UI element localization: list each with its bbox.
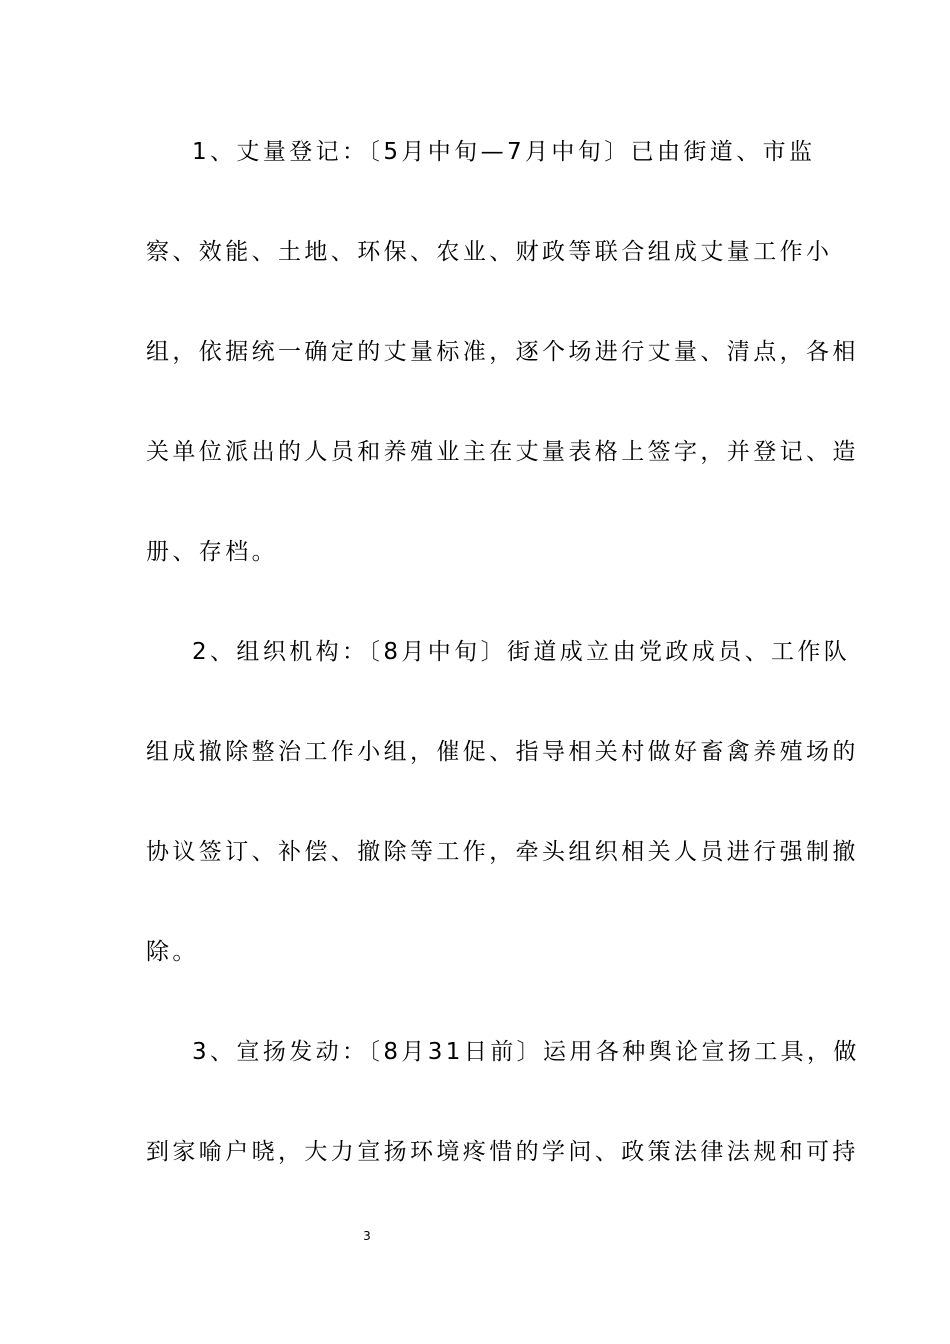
paragraph-2-line-4: 除。 xyxy=(146,939,199,965)
paragraph-3-line-2: 到家喻户晓，大力宣扬环境疼惜的学问、政策法律法规和可持 xyxy=(146,1139,859,1165)
paragraph-1-line-3: 组，依据统一确定的丈量标准，逐个场进行丈量、清点，各相 xyxy=(146,339,859,365)
paragraph-1-line-2: 察、效能、土地、环保、农业、财政等联合组成丈量工作小 xyxy=(146,239,833,265)
page-number: 3 xyxy=(363,1229,371,1243)
paragraph-2-line-2: 组成撤除整治工作小组，催促、指导相关村做好畜禽养殖场的 xyxy=(146,739,859,765)
paragraph-2-line-1: 2、组织机构：〔8月中旬〕街道成立由党政成员、工作队 xyxy=(192,639,851,665)
paragraph-1-line-5: 册、存档。 xyxy=(146,539,278,565)
paragraph-1-line-4: 关单位派出的人员和养殖业主在丈量表格上签字，并登记、造 xyxy=(146,439,859,465)
paragraph-1-line-1: 1、丈量登记：〔5月中旬—7月中旬〕已由街道、市监 xyxy=(192,139,816,165)
paragraph-2-line-3: 协议签订、补偿、撤除等工作，牵头组织相关人员进行强制撤 xyxy=(146,839,859,865)
paragraph-3-line-1: 3、宣扬发动：〔8月31日前〕运用各种舆论宣扬工具，做 xyxy=(192,1039,860,1065)
